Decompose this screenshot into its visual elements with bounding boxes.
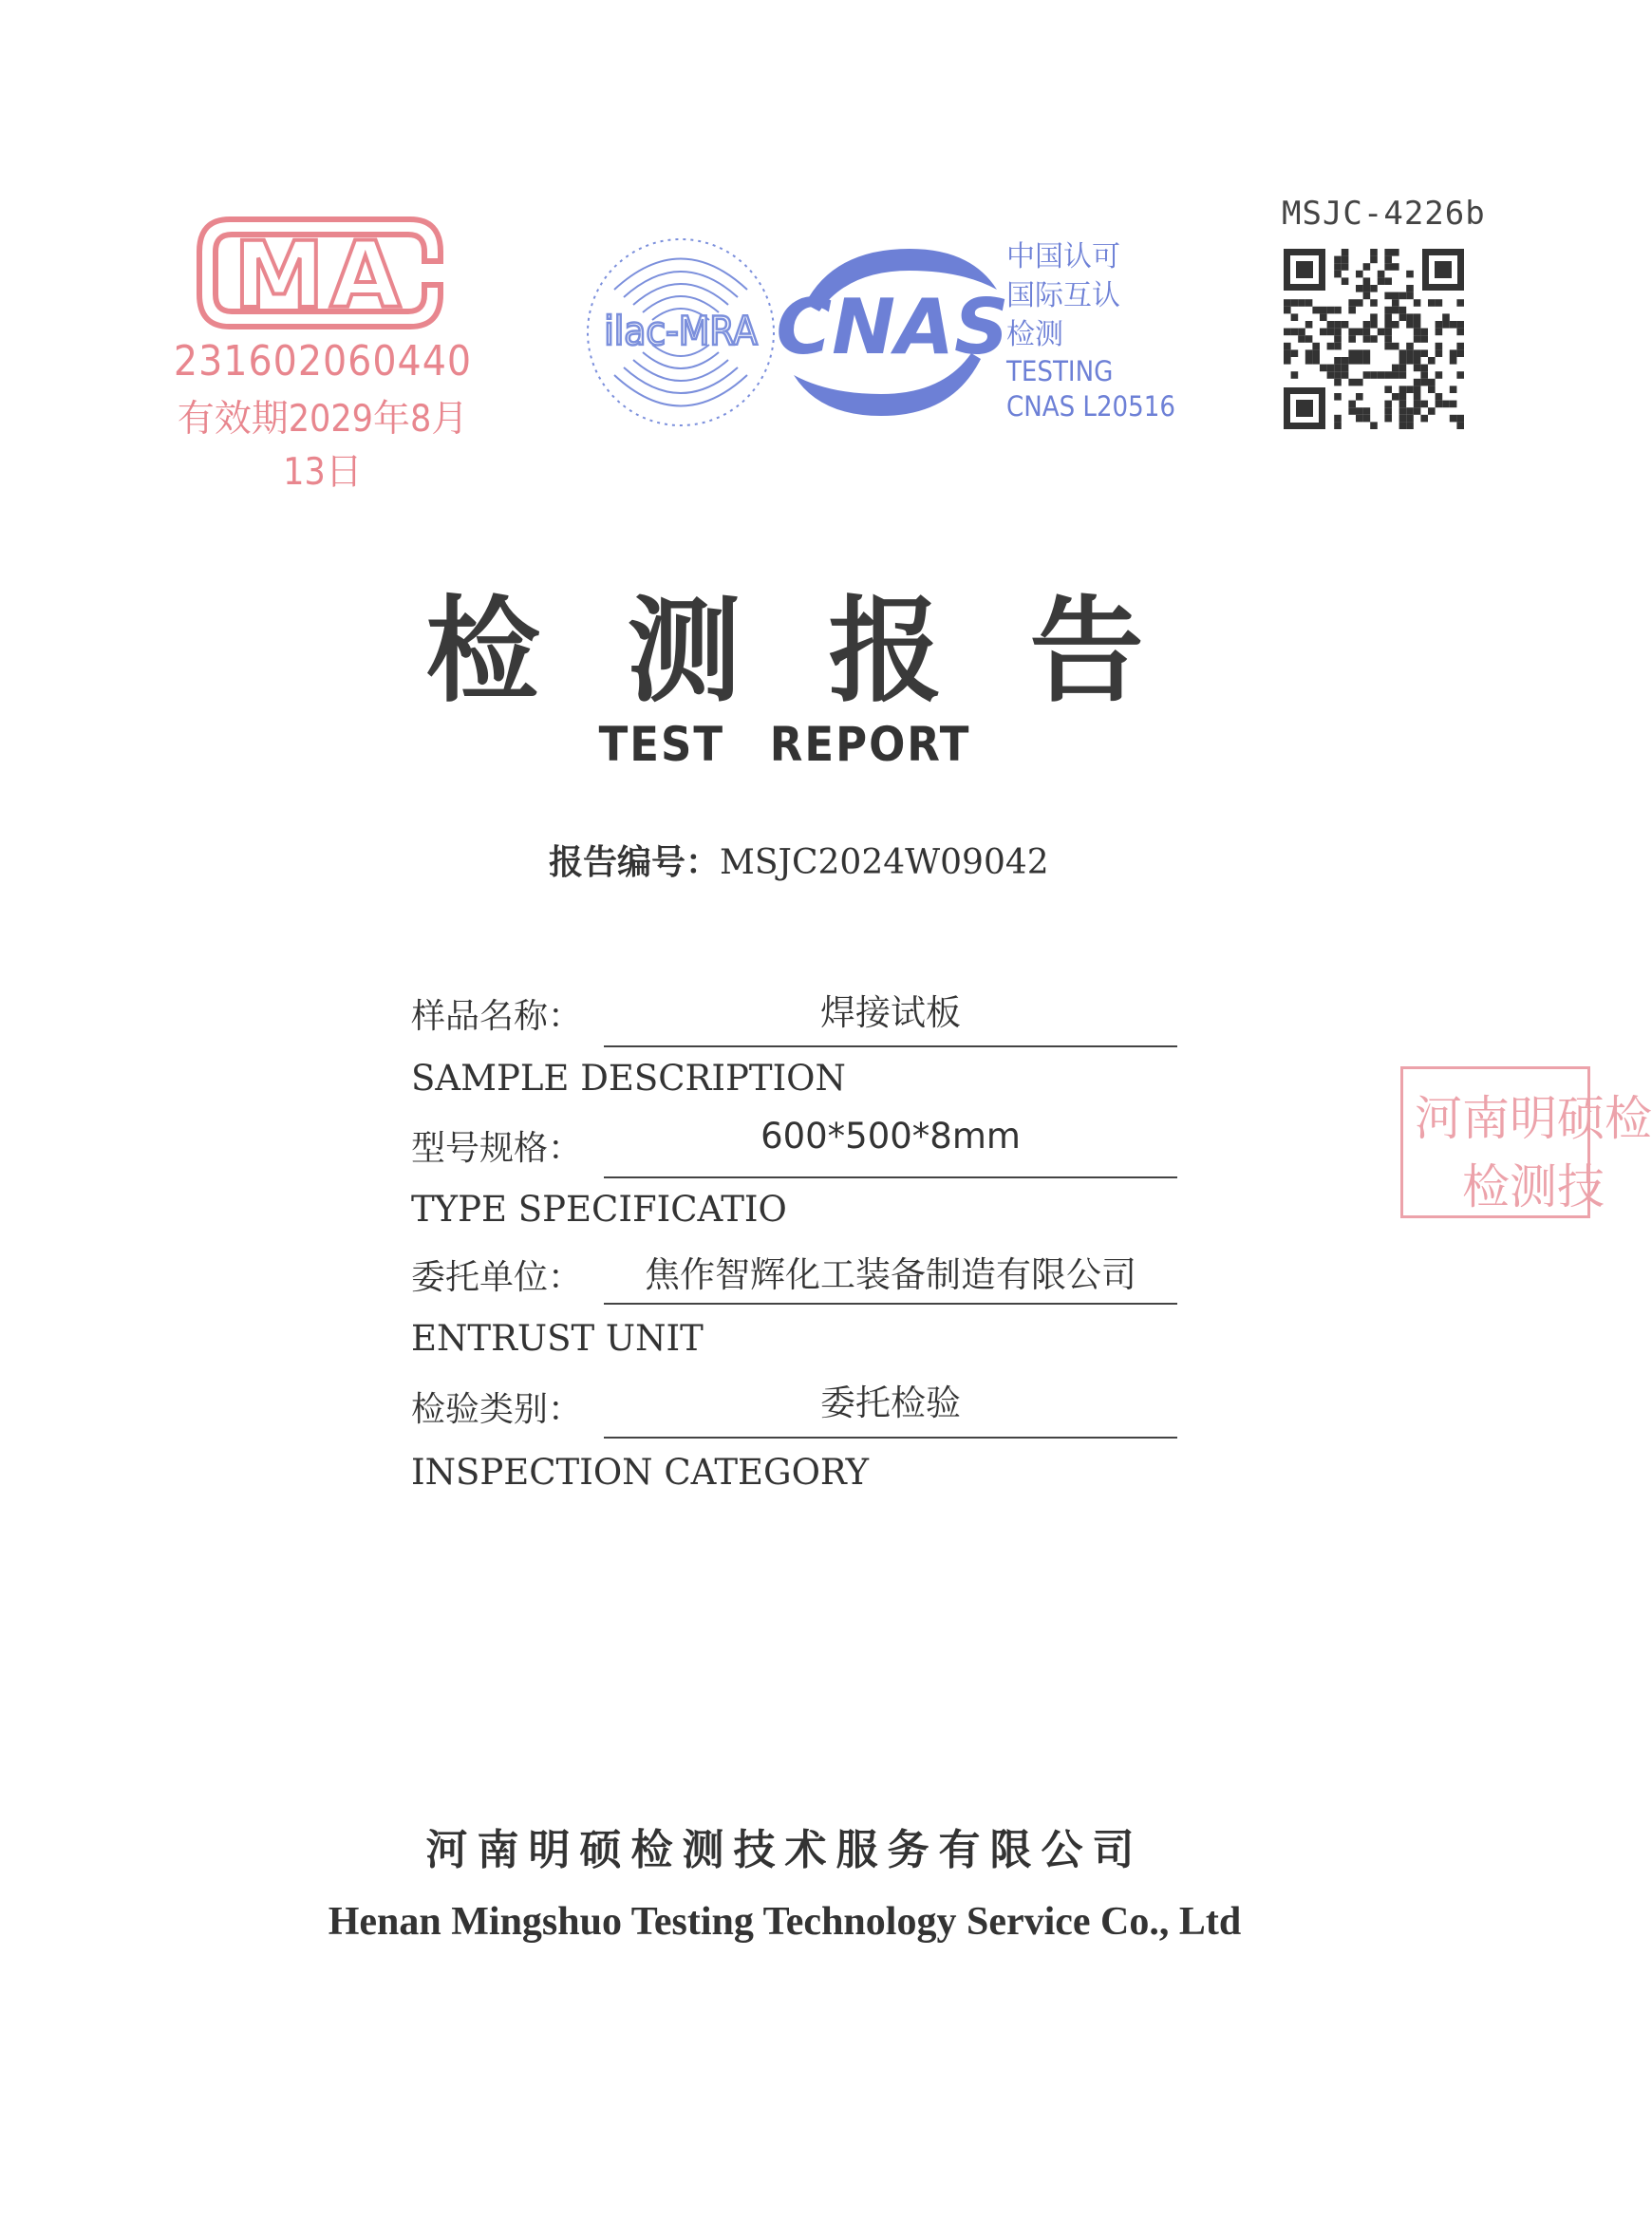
- svg-text:CNAS: CNAS: [776, 283, 1009, 371]
- sample-name-label: 样品名称：: [411, 997, 583, 1036]
- type-spec-label: 型号规格：: [411, 1129, 583, 1168]
- entrust-unit-underline: [604, 1303, 1177, 1305]
- inspection-category-value: 委托检验: [820, 1383, 961, 1423]
- inspection-category-underline: [604, 1437, 1177, 1439]
- cnas-line-4: TESTING: [1006, 355, 1114, 387]
- type-spec-underline: [604, 1176, 1177, 1178]
- cnas-text-block: [1006, 237, 1175, 424]
- svg-text:ilac-MRA: ilac-MRA: [604, 308, 758, 354]
- inspection-category-label: 检验类别：: [411, 1390, 583, 1429]
- ma-code: 231602060440: [173, 337, 473, 386]
- cnas-line-3: 检测: [1006, 318, 1063, 351]
- inspection-category-en: INSPECTION CATEGORY: [411, 1452, 870, 1493]
- report-number-value: MSJC2024W09042: [720, 843, 1049, 882]
- cnas-line-1: 中国认可: [1006, 240, 1120, 273]
- ma-logo-icon: [192, 214, 448, 332]
- sample-name-en: SAMPLE DESCRIPTION: [411, 1058, 846, 1099]
- report-title-en: TEST REPORT: [598, 717, 971, 772]
- svg-text:MA: MA: [234, 222, 406, 329]
- cnas-line-5: CNAS L20516: [1006, 390, 1175, 423]
- company-name-en: Henan Mingshuo Testing Technology Service Co., Ltd: [328, 1900, 1242, 1944]
- document-code: MSJC-4226b: [1282, 195, 1486, 233]
- report-title-cn: 检测报告: [425, 584, 1231, 718]
- entrust-unit-value: 焦作智辉化工装备制造有限公司: [645, 1254, 1136, 1295]
- entrust-unit-en: ENTRUST UNIT: [411, 1318, 704, 1359]
- entrust-unit-label: 委托单位：: [411, 1258, 583, 1297]
- company-name-cn: 河南明硕检测技术服务有限公司: [425, 1826, 1144, 1874]
- sample-name-underline: [604, 1045, 1177, 1047]
- report-number: [549, 836, 1049, 884]
- seam-seal-line-1: 河南明硕检: [1415, 1091, 1652, 1146]
- ma-validity: 有效期2029年8月13日: [177, 398, 469, 494]
- cnas-line-2: 国际互认: [1006, 279, 1120, 312]
- report-number-label: 报告编号：: [549, 843, 721, 882]
- qr-code-icon[interactable]: [1284, 249, 1464, 429]
- type-spec-value: 600*500*8mm: [760, 1116, 1021, 1157]
- seam-seal-stamp: [1400, 1066, 1652, 1218]
- type-spec-en: TYPE SPECIFICATIO: [411, 1189, 787, 1230]
- seam-seal-line-2: 检测技: [1462, 1159, 1605, 1214]
- ma-certification-stamp: [161, 204, 484, 494]
- sample-name-value: 焊接试板: [820, 992, 961, 1033]
- ilac-mra-logo-icon: [581, 233, 780, 432]
- cnas-logo-icon: [777, 237, 1009, 427]
